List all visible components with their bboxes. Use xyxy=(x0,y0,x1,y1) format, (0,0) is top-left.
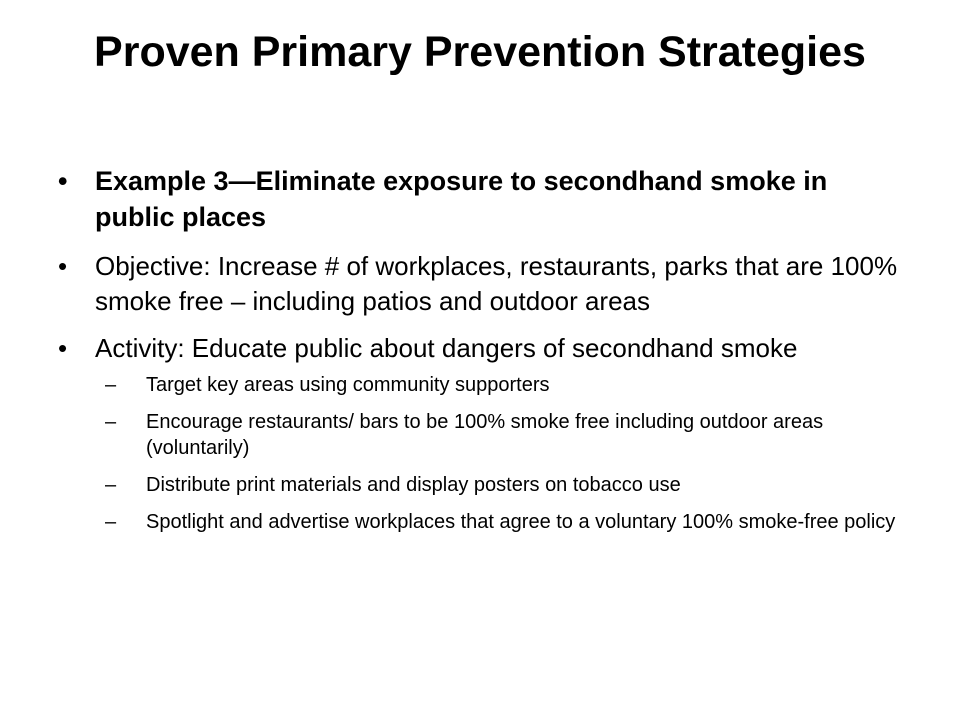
sub-bullet-marker: – xyxy=(105,411,117,433)
bullet-text: Example 3—Eliminate exposure to secondhand smoke in public places xyxy=(95,166,828,232)
bullet-text: Activity: Educate public about dangers of secondhand smoke xyxy=(95,333,798,363)
bullet-marker: • xyxy=(58,166,68,196)
sub-bullet-print-materials xyxy=(105,472,908,498)
bullet-example-3 xyxy=(58,163,908,235)
bullet-marker: • xyxy=(58,251,68,281)
sub-bullet-encourage-restaurants xyxy=(105,409,908,461)
sub-bullet-text: Encourage restaurants/ bars to be 100% smoke free including outdoor areas (voluntarily) xyxy=(146,411,824,459)
sub-bullet-text: Spotlight and advertise workplaces that agree to a voluntary 100% smoke-free policy xyxy=(146,511,896,533)
sub-bullet-marker: – xyxy=(105,374,117,396)
bullet-text: Objective: Increase # of workplaces, restaurants, parks that are 100% smoke free – including patios and outdoor areas xyxy=(95,251,898,316)
bullet-marker: • xyxy=(58,333,68,363)
bullet-objective xyxy=(58,249,908,319)
sub-bullet-text: Distribute print materials and display posters on tobacco use xyxy=(146,474,681,496)
sub-bullet-target-areas xyxy=(105,372,908,398)
sub-bullet-spotlight-workplaces xyxy=(105,509,908,535)
sub-bullet-marker: – xyxy=(105,511,117,533)
slide-title: Proven Primary Prevention Strategies xyxy=(94,28,866,76)
sub-bullet-text: Target key areas using community supporters xyxy=(146,374,550,396)
sub-bullet-list xyxy=(95,372,908,535)
bullet-list xyxy=(58,163,908,547)
bullet-activity xyxy=(58,331,908,535)
sub-bullet-marker: – xyxy=(105,474,117,496)
